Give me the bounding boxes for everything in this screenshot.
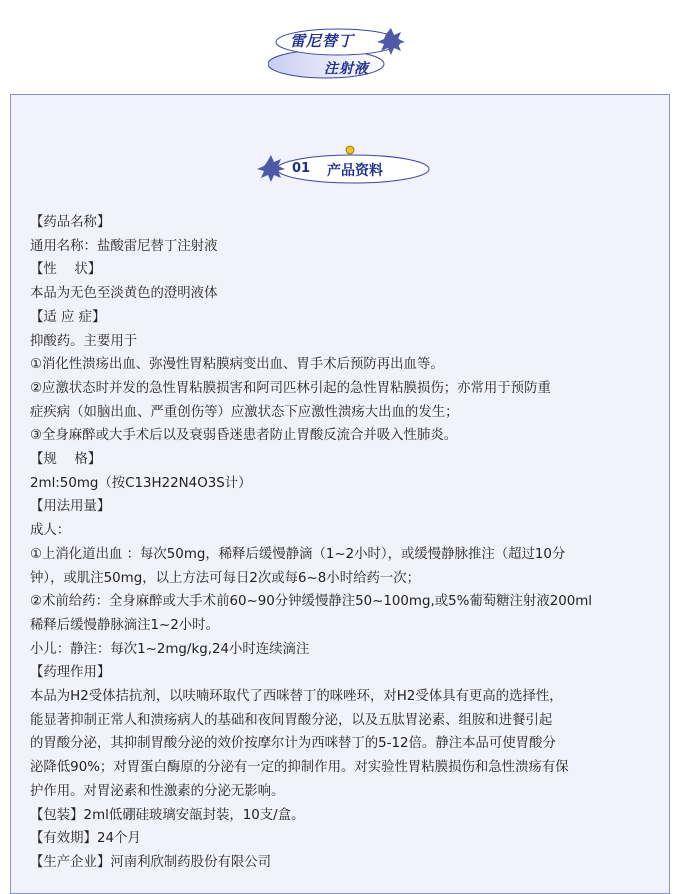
text-line: 本品为无色至淡黄色的澄明液体 <box>30 286 218 302</box>
text-line: 【有效期】24个月 <box>30 831 141 847</box>
text-line: 症疾病（如脑出血、严重创伤等）应激状态下应激性溃疡大出血的发生； <box>30 404 459 420</box>
text-line: 【性 状】 <box>30 262 102 278</box>
drug-info-text <box>30 211 656 875</box>
text-line: 的胃酸分泌，其抑制胃酸分泌的效价按摩尔计为西咪替丁的5-12倍。静注本品可使胃酸分 <box>30 736 556 752</box>
text-line: 【用法用量】 <box>30 499 111 515</box>
text-line: 钟），或肌注50mg，以上方法可每日2次或每6~8小时给药一次； <box>30 570 421 586</box>
product-title-badge <box>268 24 418 86</box>
text-line: 【药理作用】 <box>30 665 111 681</box>
drug-name-title: 雷尼替丁 <box>290 32 355 50</box>
text-line: 能显著抑制正常人和溃疡病人的基础和夜间胃酸分泌，以及五肽胃泌素、组胺和进餐引起 <box>30 712 553 728</box>
text-line: 泌降低90%；对胃蛋白酶原的分泌有一定的抑制作用。对实验性胃粘膜损伤和急性溃疡有保 <box>30 760 569 776</box>
text-line: 2ml:50mg（按C13H22N4O3S计） <box>30 475 252 491</box>
text-line: 护作用。对胃泌素和性激素的分泌无影响。 <box>30 783 285 799</box>
text-line: 【药品名称】 <box>30 215 111 230</box>
text-line: 【包装】2ml低硼硅玻璃安瓿封装，10支/盒。 <box>30 807 305 823</box>
text-line: 成人： <box>30 523 71 539</box>
text-line: 【规 格】 <box>30 452 102 468</box>
text-line: ①上消化道出血 ：每次50mg，稀释后缓慢静滴（1~2小时），或缓慢静脉推注（超过10分 <box>30 546 566 562</box>
section-title: 产品资料 <box>327 163 383 179</box>
text-line: ③全身麻醉或大手术后以及衰弱昏迷患者防止胃酸反流合并吸入性肺炎。 <box>30 428 458 444</box>
text-line: ①消化性溃疡出血、弥漫性胃粘膜病变出血、胃手术后预防再出血等。 <box>30 357 444 373</box>
section-number: 01 <box>292 161 311 176</box>
dosage-form-title: 注射液 <box>324 61 369 77</box>
text-line: 小儿：静注：每次1~2mg/kg,24小时连续滴注 <box>30 641 310 657</box>
text-line: 本品为H2受体拮抗剂，以呋喃环取代了西咪替丁的咪唑环，对H2受体具有更高的选择性， <box>30 689 563 705</box>
text-line: 【适 应 症】 <box>30 309 106 325</box>
text-line: 通用名称：盐酸雷尼替丁注射液 <box>30 238 218 254</box>
text-line: ②术前给药：全身麻醉或大手术前60~90分钟缓慢静注50~100mg,或5%葡萄糖注射液200ml <box>30 594 593 610</box>
text-line: 抑酸药。主要用于 <box>30 333 138 349</box>
section-header <box>253 144 433 190</box>
text-line: 【生产企业】河南利欣制药股份有限公司 <box>30 854 272 870</box>
text-line: 稀释后缓慢静脉滴注1~2小时。 <box>30 617 219 633</box>
text-line: ②应激状态时并发的急性胃粘膜损害和阿司匹林引起的急性胃粘膜损伤；亦常用于预防重 <box>30 380 551 396</box>
